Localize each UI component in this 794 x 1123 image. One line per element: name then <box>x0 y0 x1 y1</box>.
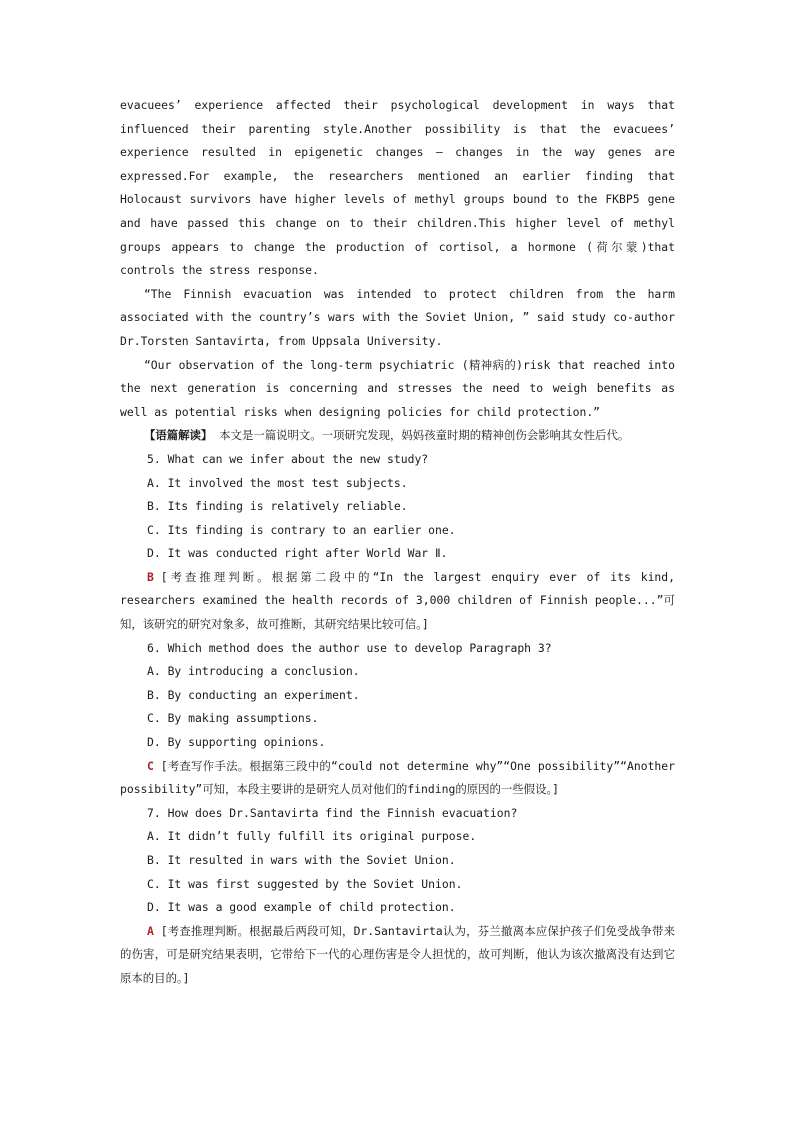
question-6-answer <box>120 755 675 802</box>
question-5-answer <box>120 566 675 637</box>
question-5-option-c: C. Its finding is contrary to an earlier one. <box>147 522 456 537</box>
question-6-stem: 6. Which method does the author use to develop Paragraph 3? <box>147 640 552 655</box>
answer-letter: B <box>147 569 154 584</box>
question-6-option-d: D. By supporting opinions. <box>147 735 326 750</box>
interpretation-title: 【语篇解读】 <box>143 428 213 443</box>
question-7-option-a: A. It didn’t fully fulfill its original purpose. <box>147 829 477 844</box>
question-5-option-a: A. It involved the most test subjects. <box>147 475 408 490</box>
question-7-option-d: D. It was a good example of child protection. <box>147 900 456 915</box>
answer-explanation: [考查推理判断。根据最后两段可知，Dr.Santavirta认为，芬兰撤离本应保护孩子们免受战争带来的伤害，可是研究结果表明，它带给下一代的心理伤害是令人担忧的，故可判断，他认为该次撤离没有达到它原本的目的。] <box>120 923 675 985</box>
passage-paragraph-2: “The Finnish evacuation was intended to protect children from the harm associated with the country’s wars with the Soviet Union, ” said study co-author Dr.Torsten Santavirta, from Uppsala University. <box>120 286 675 348</box>
passage-paragraph-1: evacuees’ experience affected their psychological development in ways that influenced their parenting style.Another possibility is that the evacuees’ experience resulted in epigenetic changes — changes in the way genes are expressed.For example, the researchers mentioned an earlier finding that Holocaust survivors have higher levels of methyl groups bound to the FKBP5 gene and have passed this change on to their children.This higher level of methyl groups appears to change the production of cortisol, a hormone (荷尔蒙)that controls the stress response. <box>120 98 675 278</box>
question-5-option-b: B. Its finding is relatively reliable. <box>147 499 408 514</box>
answer-explanation: [考查写作手法。根据第三段中的“could not determine why”“One possibility”“Another possibility”可知，本段主要讲的是研究人员对他们的finding的原因的一些假设。] <box>120 758 675 797</box>
question-7-option-b: B. It resulted in wars with the Soviet Union. <box>147 853 456 867</box>
question-7-answer <box>120 920 675 991</box>
question-5-stem: 5. What can we infer about the new study? <box>147 451 429 466</box>
answer-explanation: [考查推理判断。根据第二段中的“In the largest enquiry ever of its kind, researchers examined the health records of 3,000 children of Finnish people...”可知，该研究的研究对象多，故可推断，其研究结果比较可信。] <box>120 569 675 632</box>
document-content <box>120 94 675 991</box>
answer-letter: C <box>147 758 154 773</box>
question-6-option-c: C. By making assumptions. <box>147 711 319 726</box>
question-7-stem: 7. How does Dr.Santavirta find the Finnish evacuation? <box>147 805 518 820</box>
interpretation <box>120 424 675 448</box>
interpretation-text: 本文是一篇说明文。一项研究发现，妈妈孩童时期的精神创伤会影响其女性后代。 <box>219 428 630 443</box>
question-7-option-c: C. It was first suggested by the Soviet Union. <box>147 876 463 891</box>
question-5-option-d: D. It was conducted right after World War Ⅱ. <box>147 546 448 561</box>
answer-letter: A <box>147 923 154 938</box>
question-6-option-b: B. By conducting an experiment. <box>147 687 360 702</box>
question-6-option-a: A. By introducing a conclusion. <box>147 664 360 679</box>
passage-paragraph-3: “Our observation of the long-term psychiatric (精神病的)risk that reached into the next generation is concerning and stresses the need to weigh benefits as well as potential risks when designing policies for child protection.” <box>120 357 675 419</box>
